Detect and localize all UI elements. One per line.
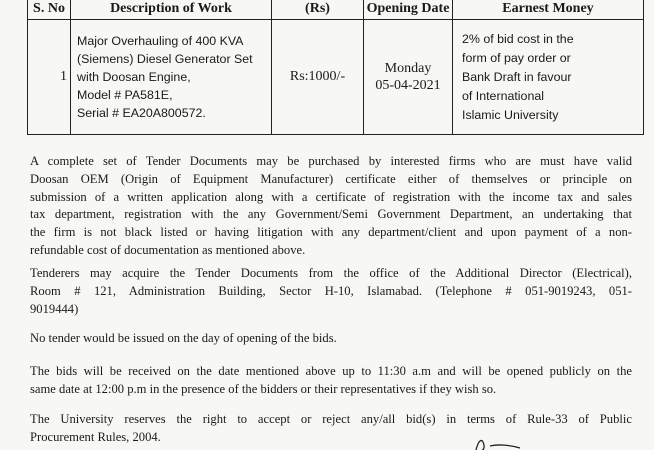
paragraph-university-rights (30, 411, 632, 447)
header-sno: S. No (28, 0, 71, 20)
earnest-line: 2% of bid cost in the (462, 31, 574, 46)
description-line: with Doosan Engine, (77, 70, 191, 84)
earnest-line: Islamic University (462, 107, 559, 122)
description-line: (Siemens) Diesel Generator Set (77, 52, 253, 66)
cell-opening-date (364, 20, 453, 135)
header-tender-cost: (Rs) (272, 0, 364, 20)
paragraph-line: 9019444) (30, 301, 79, 316)
cell-sno: 1 (28, 20, 71, 135)
description-line: Major Overhauling of 400 KVA (77, 34, 244, 48)
cell-earnest-money (453, 20, 644, 135)
earnest-line: of International (462, 88, 544, 103)
paragraph-purchase-documents (30, 153, 632, 260)
earnest-line: form of pay order or (462, 50, 571, 65)
paragraph-line: tax department, registration with the any Government/Semi Government Department, an undertaking that (30, 207, 632, 222)
paragraph-line: Room # 121, Administration Building, Sector H-10, Islamabad. (Telephone # 051-9019243, 051- (30, 283, 632, 298)
header-description: Description of Work (71, 0, 272, 20)
paragraph-line: same date at 12:00 p.m in the presence of the bidders or their representatives if they wish so. (30, 381, 497, 396)
paragraph-line: The bids will be received on the date mentioned above up to 11:30 a.m and will be opened publicly on the (30, 364, 632, 378)
paragraph-line: the firm is not black listed or having litigation with any department/client and upon payment of a non- (30, 225, 632, 240)
paragraph-line: Doosan OEM (Origin of Equipment Manufacturer) certificate either of themselves or principle on (30, 171, 632, 186)
table-row (28, 20, 644, 135)
earnest-line: Bank Draft in favour (462, 69, 572, 84)
paragraph-line: A complete set of Tender Documents may be purchased by interested firms who are must have valid (30, 154, 632, 168)
header-earnest-money: Earnest Money (453, 0, 644, 20)
paragraph-acquire-documents (30, 265, 632, 318)
paragraph-no-tender-opening-day (30, 330, 632, 348)
tender-table (27, 0, 644, 135)
paragraph-line: No tender would be issued on the day of opening of the bids. (30, 331, 337, 345)
cell-description (71, 20, 272, 135)
paragraph-line: submission of a written application along with a certificate of registration with the income tax and sales (30, 189, 632, 204)
paragraph-line: Procurement Rules, 2004. (30, 429, 161, 444)
paragraph-line: Tenderers may acquire the Tender Documents from the office of the Additional Director (Electrical), (30, 266, 632, 280)
paragraph-line: The University reserves the right to accept or reject any/all bid(s) in terms of Rule-33 of Public (30, 412, 632, 426)
description-line: Model # PA581E, (77, 88, 173, 102)
table-header-row (28, 0, 644, 20)
paragraph-line: refundable cost of documentation as mentioned above. (30, 242, 306, 257)
opening-date-value: 05-04-2021 (375, 78, 441, 93)
header-opening-date: Opening Date (364, 0, 453, 20)
description-line: Serial # EA20A800572. (77, 106, 206, 120)
cell-tender-cost: Rs:1000/- (272, 20, 364, 135)
paragraph-bid-receipt (30, 363, 632, 399)
signature-mark (470, 436, 530, 450)
opening-day: Monday (384, 61, 432, 76)
